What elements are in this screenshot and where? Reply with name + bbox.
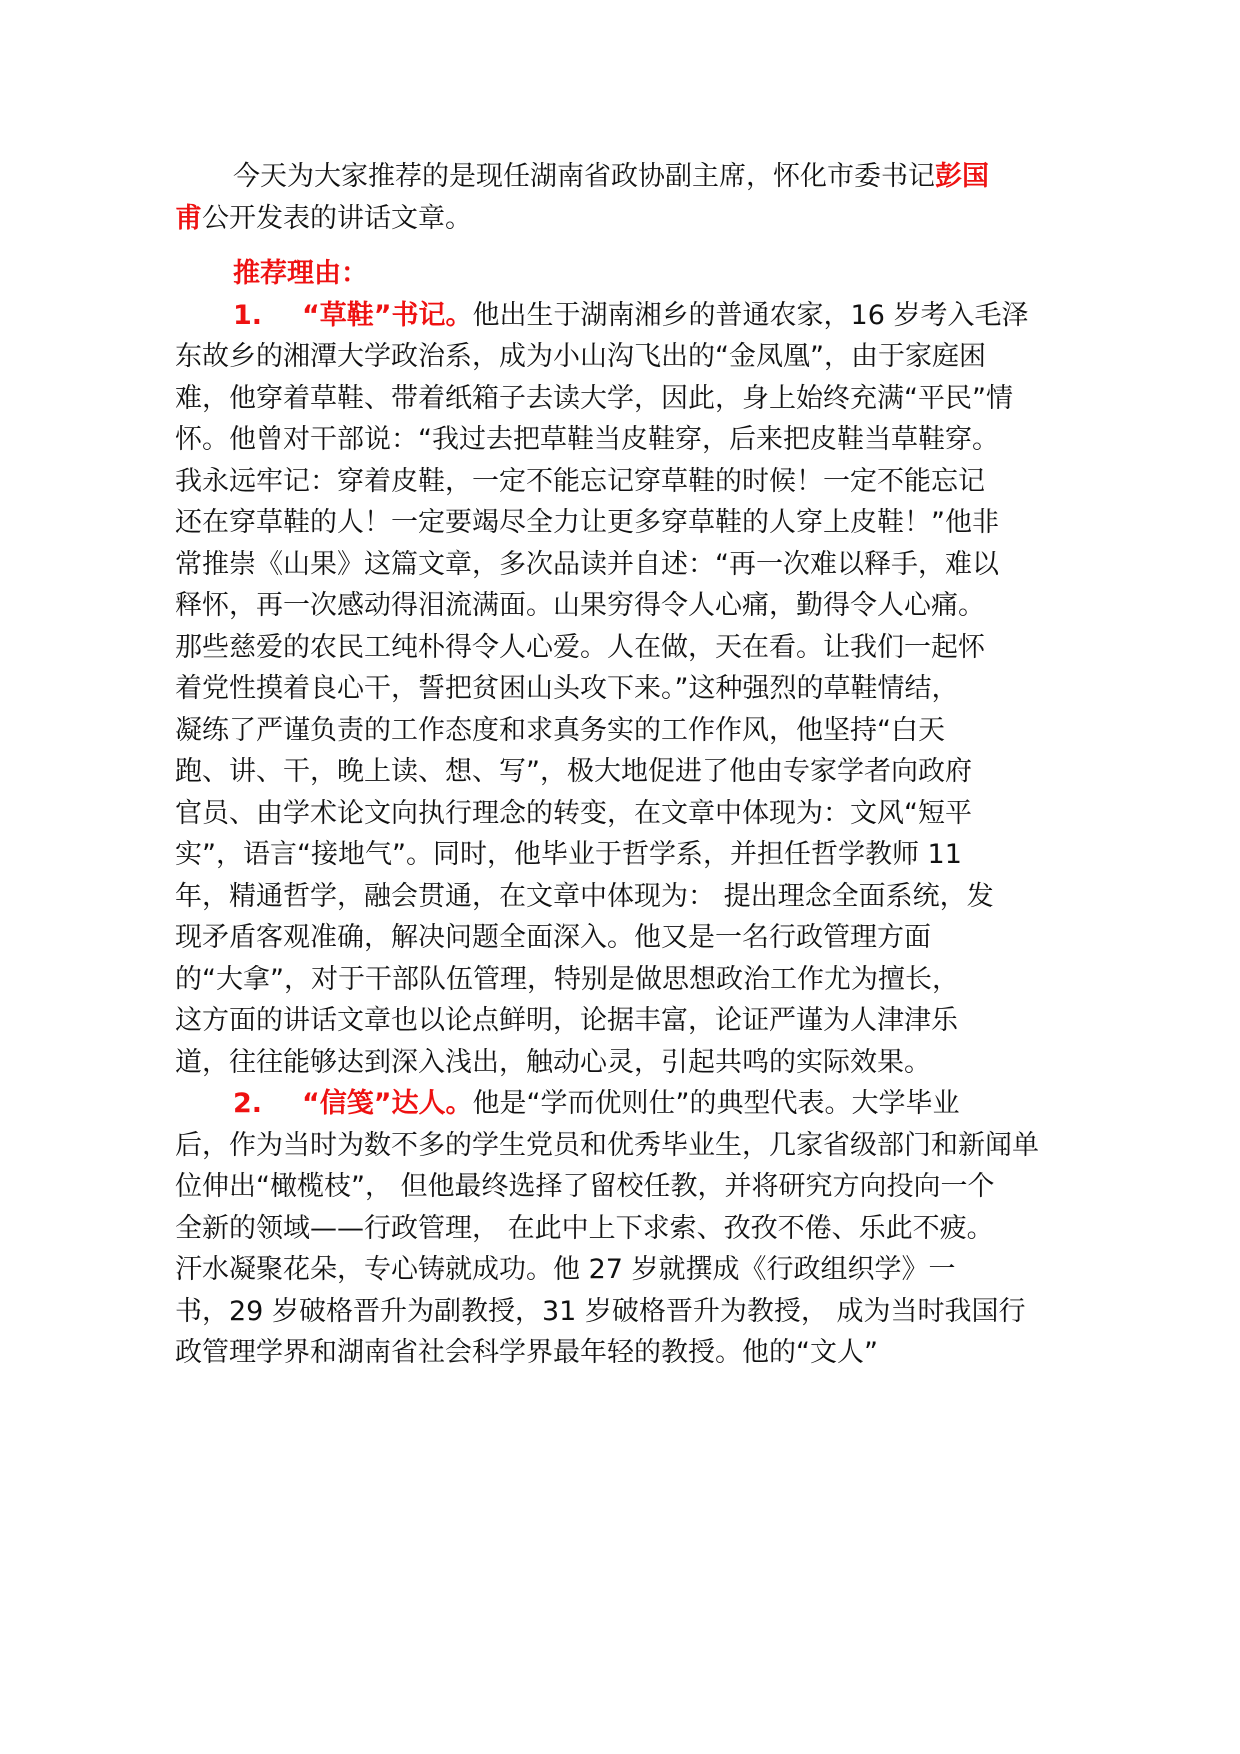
text-line: 凝练了严谨负责的工作态度和求真务实的工作作风，他坚持“白天 — [175, 714, 945, 746]
text-line: 东故乡的湘潭大学政治系，成为小山沟飞出的“金凤凰”，由于家庭困 — [175, 341, 986, 372]
intro-paragraph-line-2 — [175, 198, 1095, 240]
text-line: 官员、由学术论文向执行理念的转变，在文章中体现为：文风“短平 — [175, 797, 972, 829]
highlighted-name-end: 甫 — [175, 202, 202, 234]
highlighted-name: 彭国 — [935, 161, 989, 192]
text-line: 怀。他曾对干部说：“我过去把草鞋当皮鞋穿，后来把皮鞋当草鞋穿。 — [175, 424, 999, 455]
spacer — [175, 239, 1095, 253]
intro-text: 今天为大家推荐的是现任湖南省政协副主席，怀化市委书记 — [233, 161, 935, 192]
article-body — [175, 156, 1095, 1374]
text-line: 现矛盾客观准确，解决问题全面深入。他又是一名行政管理方面 — [175, 922, 931, 953]
reason-item-2-number: 2. — [233, 1088, 263, 1119]
reason-item-2-first-line — [175, 1083, 1095, 1125]
reason-item-2-text: 他是“学而优则仕”的典型代表。大学毕业 — [472, 1088, 960, 1119]
reason-item-2 — [175, 1083, 1095, 1374]
reason-item-1-number: 1. — [233, 299, 263, 331]
reason-item-1-title: “草鞋”书记。 — [302, 299, 473, 331]
text-line: 释怀，再一次感动得泪流满面。山果穷得令人心痛，勤得令人心痛。 — [175, 590, 985, 621]
text-line: 还在穿草鞋的人！一定要竭尽全力让更多穿草鞋的人穿上皮鞋！”他非 — [175, 507, 999, 538]
text-line: 那些慈爱的农民工纯朴得令人心爱。人在做，天在看。让我们一起怀 — [175, 631, 985, 663]
text-line: 位伸出“橄榄枝”， 但他最终选择了留校任教，并将研究方向投向一个 — [175, 1171, 995, 1202]
text-line: 这方面的讲话文章也以论点鲜明，论据丰富，论证严谨为人津津乐 — [175, 1005, 958, 1036]
text-line: 常推崇《山果》这篇文章，多次品读并自述：“再一次难以释手，难以 — [175, 548, 999, 580]
reasons-heading: 推荐理由： — [233, 258, 368, 289]
reason-item-1 — [175, 295, 1095, 1084]
reason-item-1-text: 他出生于湖南湘乡的普通农家，16 岁考入毛泽 — [472, 299, 1029, 331]
reason-item-1-first-line — [175, 295, 1095, 337]
text-line: 全新的领域——行政管理， 在此中上下求索、孜孜不倦、乐此不疲。 — [175, 1212, 994, 1244]
reason-item-2-title: “信笺”达人。 — [302, 1088, 473, 1119]
reasons-heading-line — [175, 253, 1095, 295]
text-line: 我永远牢记：穿着皮鞋，一定不能忘记穿草鞋的时候！一定不能忘记 — [175, 465, 985, 497]
text-line: 道，往往能够达到深入浅出，触动心灵，引起共鸣的实际效果。 — [175, 1046, 931, 1078]
text-line: 年，精通哲学，融会贯通，在文章中体现为： 提出理念全面系统，发 — [175, 880, 994, 912]
text-line: 的“大拿”，对于干部队伍管理，特别是做思想政治工作尤为擅长， — [175, 963, 959, 995]
text-line: 着党性摸着良心干，誓把贫困山头攻下来。”这种强烈的草鞋情结， — [175, 673, 959, 704]
intro-text-end: 公开发表的讲话文章。 — [202, 202, 472, 234]
text-line: 政管理学界和湖南省社会科学界最年轻的教授。他的“文人” — [175, 1337, 878, 1368]
intro-paragraph-line-1 — [175, 156, 1095, 198]
text-line: 实”，语言“接地气”。同时，他毕业于哲学系，并担任哲学教师 11 — [175, 839, 962, 870]
text-line: 书，29 岁破格晋升为副教授，31 岁破格晋升为教授， 成为当时我国行 — [175, 1295, 1026, 1327]
text-line: 汗水凝聚花朵，专心铸就成功。他 27 岁就撰成《行政组织学》一 — [175, 1254, 956, 1285]
text-line: 后，作为当时为数不多的学生党员和优秀毕业生，几家省级部门和新闻单 — [175, 1129, 1039, 1161]
text-line: 难，他穿着草鞋、带着纸箱子去读大学，因此，身上始终充满“平民”情 — [175, 382, 1013, 414]
text-line: 跑、讲、干，晚上读、想、写”，极大地促进了他由专家学者向政府 — [175, 756, 972, 787]
